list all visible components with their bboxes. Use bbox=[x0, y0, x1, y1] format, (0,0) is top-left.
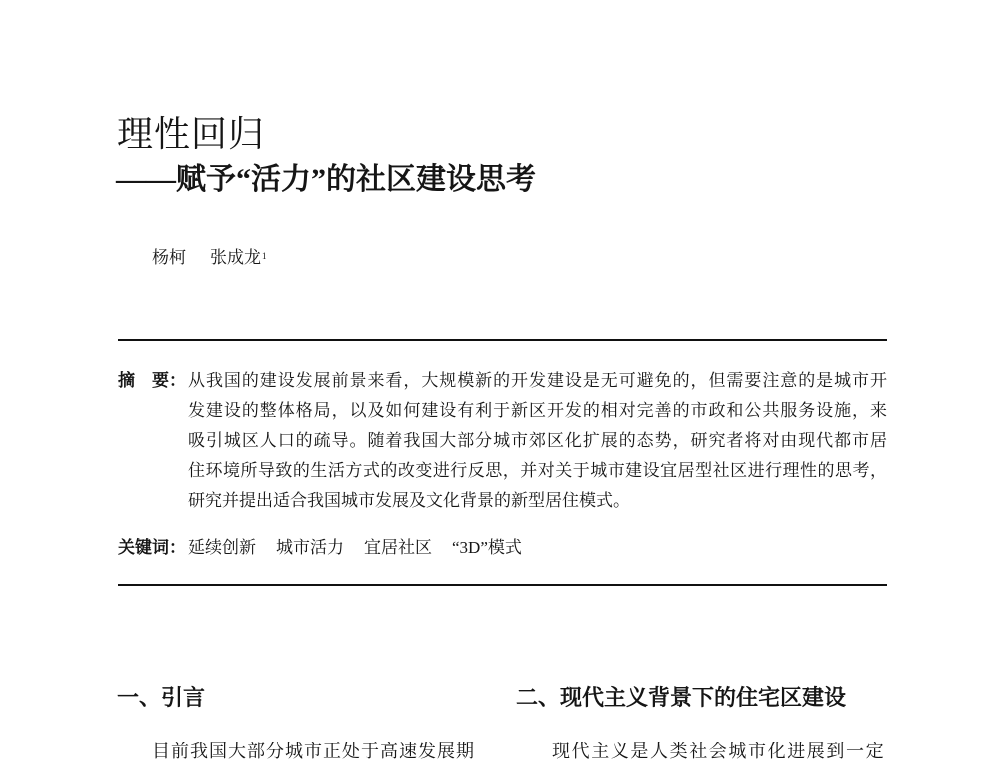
abstract-line: 吸引城区人口的疏导。随着我国大部分城市郊区化扩展的态势，研究者将对由现代都市居 bbox=[188, 431, 887, 450]
author-list bbox=[152, 247, 267, 269]
paragraph-line-left: 目前我国大部分城市正处于高速发展期 bbox=[152, 742, 475, 761]
section-heading-modernism: 二、现代主义背景下的住宅区建设 bbox=[516, 685, 847, 710]
author-name: 杨柯 bbox=[152, 248, 186, 267]
keywords-list bbox=[188, 537, 522, 559]
paragraph-line-right: 现代主义是人类社会城市化进展到一定 bbox=[552, 742, 886, 761]
keywords-label: 关键词： bbox=[118, 538, 186, 557]
keyword: “3D”模式 bbox=[452, 538, 522, 557]
abstract-label: 摘 要： bbox=[118, 371, 186, 390]
paper-title: 理性回归 bbox=[117, 114, 266, 154]
abstract-line: 从我国的建设发展前景来看，大规模新的开发建设是无可避免的，但需要注意的是城市开 bbox=[188, 371, 887, 390]
divider-bottom bbox=[118, 584, 887, 586]
section-heading-introduction: 一、引言 bbox=[117, 685, 206, 710]
abstract-line: 发建设的整体格局，以及如何建设有利于新区开发的相对完善的市政和公共服务设施，来 bbox=[188, 401, 887, 420]
keyword: 城市活力 bbox=[276, 538, 344, 557]
abstract-line: 研究并提出适合我国城市发展及文化背景的新型居住模式。 bbox=[188, 491, 630, 510]
paper-subtitle: ——赋予“活力”的社区建设思考 bbox=[116, 163, 536, 196]
author-name bbox=[210, 247, 267, 269]
footnote-mark: 1 bbox=[262, 251, 267, 261]
keyword: 宜居社区 bbox=[364, 538, 432, 557]
divider-top bbox=[118, 339, 887, 341]
abstract-body bbox=[188, 366, 887, 516]
keyword: 延续创新 bbox=[188, 538, 256, 557]
author-name-text: 张成龙 bbox=[210, 248, 261, 267]
abstract-line: 住环境所导致的生活方式的改变进行反思，并对关于城市建设宜居型社区进行理性的思考， bbox=[188, 461, 887, 480]
